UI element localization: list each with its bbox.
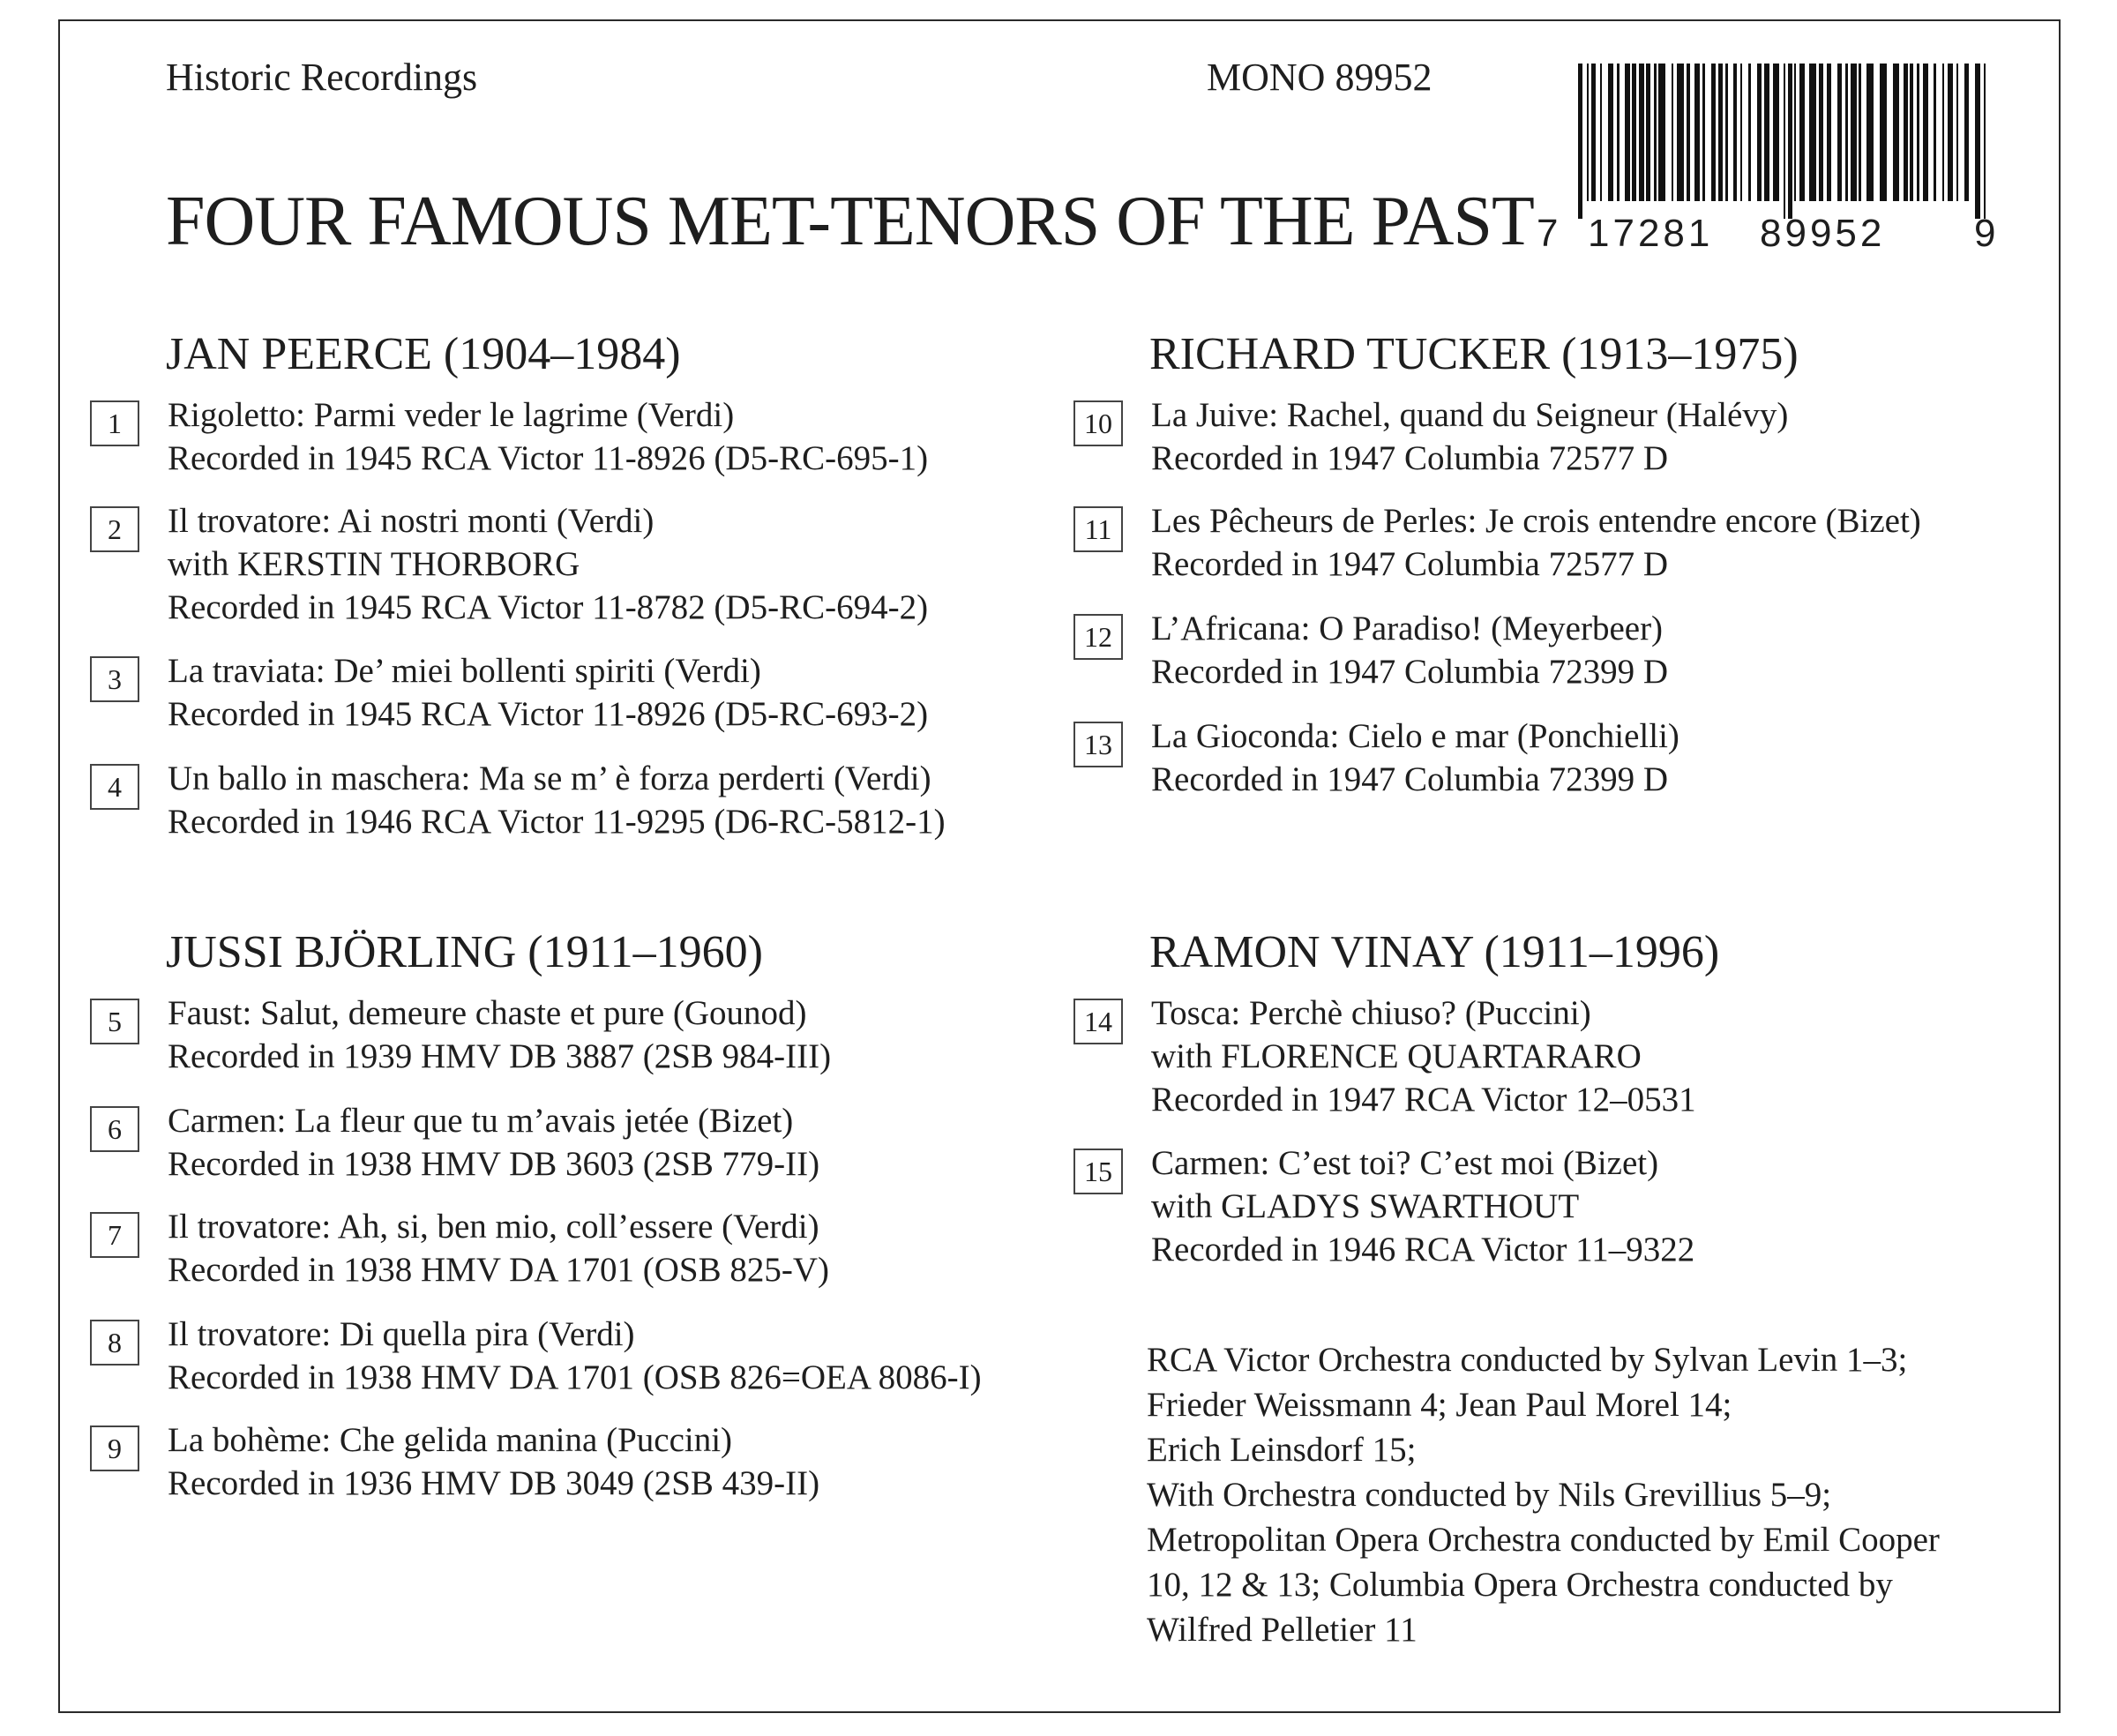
track-recording: Recorded in 1945 RCA Victor 11-8782 (D5-RC-694-2) (168, 588, 929, 626)
credit-line: With Orchestra conducted by Nils Grevillius 5–9; (1147, 1476, 1832, 1514)
track-number: 8 (90, 1320, 139, 1366)
barcode-bar (1819, 64, 1823, 201)
barcode-bar (1757, 64, 1762, 201)
track-title: Tosca: Perchè chiuso? (Puccini) (1151, 994, 1591, 1032)
barcode-bar (1733, 64, 1737, 201)
barcode-bar (1934, 64, 1936, 201)
credit-line: Metropolitan Opera Orchestra conducted by Emil Cooper (1147, 1521, 1940, 1559)
barcode-bar (1748, 64, 1751, 201)
barcode-bar (1827, 64, 1831, 201)
barcode-bar (1600, 64, 1602, 201)
track-recording: Recorded in 1947 Columbia 72399 D (1151, 760, 1669, 798)
barcode-bar (1694, 64, 1700, 201)
barcode-bar (1608, 64, 1613, 201)
track-number: 9 (90, 1425, 139, 1471)
credit-line: Wilfred Pelletier 11 (1147, 1611, 1418, 1649)
track-number: 10 (1073, 400, 1123, 446)
barcode-bar (1654, 64, 1657, 201)
track-recording: Recorded in 1939 HMV DB 3887 (2SB 984-III) (168, 1037, 832, 1075)
barcode-digit-first: 7 (1537, 212, 1559, 255)
barcode-bar (1975, 64, 1980, 219)
barcode-bar (1587, 64, 1589, 201)
barcode-bar (1658, 64, 1665, 201)
track-title: Il trovatore: Di quella pira (Verdi) (168, 1315, 635, 1353)
track-title: Il trovatore: Ah, si, ben mio, coll’essere (Verdi) (168, 1208, 819, 1246)
artist-heading: JUSSI BJÖRLING (1911–1960) (166, 927, 763, 977)
barcode-bar (1948, 64, 1953, 201)
barcode-bar (1799, 64, 1805, 201)
track-title: Rigoletto: Parmi veder le lagrime (Verdi) (168, 396, 735, 434)
barcode-bar (1617, 64, 1620, 201)
barcode-bar (1893, 64, 1899, 201)
track-recording: Recorded in 1945 RCA Victor 11-8926 (D5-RC-693-2) (168, 695, 929, 733)
barcode-bar (1672, 64, 1673, 201)
track-title: La Gioconda: Cielo e mar (Ponchielli) (1151, 717, 1679, 755)
album-title: FOUR FAMOUS MET-TENORS OF THE PAST (166, 183, 1534, 260)
label-name: Historic Recordings (166, 56, 478, 99)
barcode-bar (1773, 64, 1779, 201)
barcode-bar (1578, 64, 1582, 219)
track-performer: with FLORENCE QUARTARARO (1151, 1037, 1642, 1075)
credit-line: Frieder Weissmann 4; Jean Paul Morel 14; (1147, 1386, 1732, 1424)
orchestra-credits (1147, 1337, 1940, 1652)
artist-heading: RAMON VINAY (1911–1996) (1149, 927, 1720, 977)
barcode-bar (1942, 64, 1944, 201)
barcode-bar (1845, 64, 1848, 201)
track-title: La bohème: Che gelida manina (Puccini) (168, 1421, 733, 1459)
track-number: 1 (90, 400, 139, 446)
barcode-bar (1740, 64, 1742, 201)
barcode-digits-left: 17281 (1588, 212, 1714, 255)
barcode-bar (1687, 64, 1690, 201)
track-number: 12 (1073, 614, 1123, 660)
track-recording: Recorded in 1947 Columbia 72577 D (1151, 545, 1669, 583)
track-number: 5 (90, 999, 139, 1044)
barcode-bar (1956, 64, 1958, 201)
track-recording: Recorded in 1947 RCA Victor 12–0531 (1151, 1081, 1696, 1119)
barcode-digits-right: 89952 (1760, 212, 1886, 255)
track-title: Il trovatore: Ai nostri monti (Verdi) (168, 502, 655, 540)
barcode-bar (1784, 64, 1785, 219)
barcode-bars (1575, 64, 1998, 222)
barcode-bar (1632, 64, 1636, 201)
barcode-bar (1702, 64, 1705, 201)
barcode-bar (1866, 64, 1874, 201)
track-performer: with GLADYS SWARTHOUT (1151, 1187, 1580, 1225)
track-number: 15 (1073, 1149, 1123, 1194)
track-title: Les Pêcheurs de Perles: Je crois entendre encore (Bizet) (1151, 502, 1921, 540)
track-title: L’Africana: O Paradiso! (Meyerbeer) (1151, 610, 1664, 647)
track-number: 2 (90, 506, 139, 552)
barcode-bar (1923, 64, 1928, 201)
track-recording: Recorded in 1936 HMV DB 3049 (2SB 439-II) (168, 1464, 820, 1502)
barcode-bar (1851, 64, 1857, 201)
track-title: La Juive: Rachel, quand du Seigneur (Halévy) (1151, 396, 1789, 434)
track-number: 4 (90, 764, 139, 810)
track-recording: Recorded in 1946 RCA Victor 11-9295 (D6-RC-5812-1) (168, 803, 946, 841)
barcode-bar (1910, 64, 1913, 201)
track-title: La traviata: De’ miei bollenti spiriti (Verdi) (168, 652, 761, 690)
track-number: 14 (1073, 999, 1123, 1044)
barcode-bar (1718, 64, 1723, 201)
artist-heading: JAN PEERCE (1904–1984) (166, 329, 681, 379)
barcode-bar (1809, 64, 1816, 201)
barcode-bar (1837, 64, 1842, 201)
track-performer: with KERSTIN THORBORG (168, 545, 580, 583)
credit-line: 10, 12 & 13; Columbia Opera Orchestra conducted by (1147, 1566, 1893, 1604)
track-recording: Recorded in 1938 HMV DB 3603 (2SB 779-II) (168, 1145, 820, 1183)
track-recording: Recorded in 1938 HMV DA 1701 (OSB 825-V) (168, 1251, 829, 1289)
barcode-bar (1964, 64, 1969, 201)
barcode-bar (1917, 64, 1919, 201)
barcode-bar (1677, 64, 1684, 201)
barcode (1575, 64, 1998, 227)
barcode-bar (1764, 64, 1769, 201)
catalog-number: MONO 89952 (1207, 56, 1433, 99)
track-recording: Recorded in 1947 Columbia 72577 D (1151, 439, 1669, 477)
track-number: 11 (1073, 506, 1123, 552)
barcode-bar (1794, 64, 1796, 201)
barcode-digit-check: 9 (1974, 212, 1996, 255)
barcode-bar (1646, 64, 1650, 201)
track-number: 3 (90, 656, 139, 702)
track-title: Faust: Salut, demeure chaste et pure (Gounod) (168, 994, 807, 1032)
barcode-bar (1591, 64, 1596, 201)
track-recording: Recorded in 1945 RCA Victor 11-8926 (D5-RC-695-1) (168, 439, 929, 477)
barcode-bar (1984, 64, 1986, 219)
track-title: Carmen: La fleur que tu m’avais jetée (Bizet) (168, 1102, 794, 1140)
track-title: Carmen: C’est toi? C’est moi (Bizet) (1151, 1144, 1659, 1182)
barcode-bar (1711, 64, 1716, 201)
track-number: 13 (1073, 722, 1123, 767)
barcode-bar (1788, 64, 1792, 219)
track-recording: Recorded in 1938 HMV DA 1701 (OSB 826=OEA 8086-I) (168, 1358, 982, 1396)
track-recording: Recorded in 1946 RCA Victor 11–9322 (1151, 1231, 1695, 1268)
barcode-bar (1904, 64, 1908, 201)
barcode-bar (1625, 64, 1630, 201)
artist-heading: RICHARD TUCKER (1913–1975) (1149, 329, 1799, 379)
barcode-bar (1859, 64, 1861, 201)
barcode-bar (1639, 64, 1644, 201)
track-title: Un ballo in maschera: Ma se m’ è forza perderti (Verdi) (168, 760, 931, 797)
track-recording: Recorded in 1947 Columbia 72399 D (1151, 653, 1669, 691)
track-number: 7 (90, 1212, 139, 1258)
barcode-bar (1725, 64, 1728, 201)
credit-line: Erich Leinsdorf 15; (1147, 1431, 1417, 1469)
credit-line: RCA Victor Orchestra conducted by Sylvan Levin 1–3; (1147, 1341, 1908, 1379)
track-number: 6 (90, 1106, 139, 1152)
barcode-bar (1880, 64, 1887, 201)
